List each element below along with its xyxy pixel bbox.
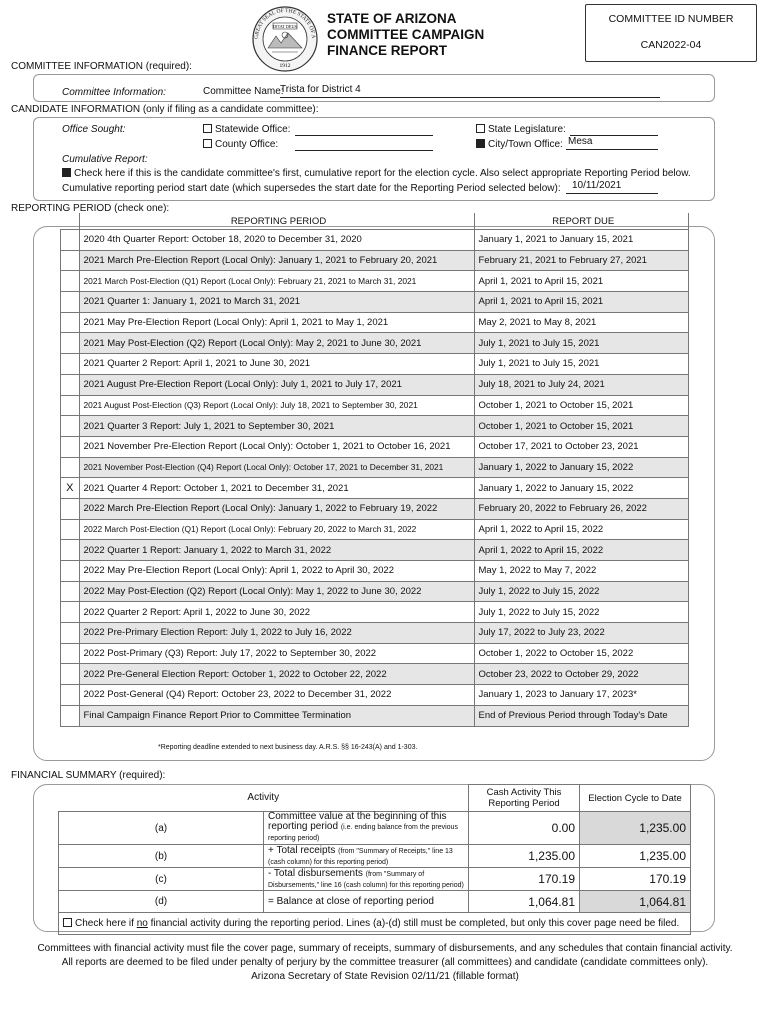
due-text: July 1, 2021 to July 15, 2021 bbox=[474, 333, 689, 354]
row-a-cycle: 1,235.00 bbox=[580, 812, 691, 845]
row-a-note: (i.e. ending balance from the previous reporting period) bbox=[268, 824, 458, 842]
period-text: 2022 May Post-Election (Q2) Report (Local Only): May 1, 2022 to June 30, 2022 bbox=[79, 581, 474, 602]
due-text: May 1, 2022 to May 7, 2022 bbox=[474, 561, 689, 582]
period-select-cell[interactable] bbox=[61, 436, 80, 457]
period-select-cell[interactable] bbox=[61, 561, 80, 582]
start-date-text: Cumulative reporting period start date (which supersedes the start date for the Reporting Period selected below): bbox=[62, 183, 561, 194]
city-checkbox[interactable] bbox=[476, 139, 485, 148]
county-checkbox[interactable] bbox=[203, 139, 212, 148]
period-text: 2021 Quarter 1: January 1, 2021 to March 31, 2021 bbox=[79, 292, 474, 313]
reporting-period-row bbox=[61, 250, 689, 271]
seal-top-text: GREAT SEAL OF THE STATE OF A bbox=[253, 7, 317, 40]
statewide-office-field[interactable] bbox=[295, 124, 433, 136]
financial-row-c bbox=[59, 868, 691, 891]
reporting-period-row bbox=[61, 540, 689, 561]
period-text: 2021 November Pre-Election Report (Local Only): October 1, 2021 to October 16, 2021 bbox=[79, 436, 474, 457]
city-label: City/Town Office: bbox=[488, 139, 563, 150]
footer-line-3: Arizona Secretary of State Revision 02/11/21 (fillable format) bbox=[251, 971, 519, 982]
due-text: July 1, 2021 to July 15, 2021 bbox=[474, 354, 689, 375]
committee-id-label: COMMITTEE ID NUMBER bbox=[608, 13, 734, 25]
row-c-text: - Total disbursements bbox=[268, 868, 363, 879]
reporting-period-row bbox=[61, 581, 689, 602]
financial-summary-table bbox=[58, 784, 691, 935]
row-a-text: Committee value at the beginning of this reporting period bbox=[268, 811, 447, 832]
reporting-period-table bbox=[60, 213, 689, 727]
period-select-cell[interactable] bbox=[61, 623, 80, 644]
reporting-period-row bbox=[61, 561, 689, 582]
title-line-3: FINANCE REPORT bbox=[327, 43, 448, 58]
cumulative-check-row[interactable] bbox=[62, 168, 702, 179]
county-office-field[interactable] bbox=[295, 139, 433, 151]
reporting-period-heading: REPORTING PERIOD (check one): bbox=[11, 203, 170, 214]
committee-id-field[interactable]: CAN2022-04 bbox=[640, 39, 702, 51]
committee-name-field[interactable] bbox=[280, 84, 660, 98]
reporting-period-row bbox=[61, 685, 689, 706]
row-b-cash[interactable]: 1,235.00 bbox=[469, 845, 580, 868]
period-select-cell[interactable] bbox=[61, 498, 80, 519]
county-label: County Office: bbox=[215, 139, 279, 150]
due-text: October 1, 2022 to October 15, 2022 bbox=[474, 643, 689, 664]
due-text: April 1, 2022 to April 15, 2022 bbox=[474, 519, 689, 540]
seal-motto: DITAT DEUS bbox=[273, 24, 297, 29]
due-text: February 20, 2022 to February 26, 2022 bbox=[474, 498, 689, 519]
city-value: Mesa bbox=[568, 136, 593, 147]
cumulative-text: Check here if this is the candidate committee's first, cumulative report for the election cycle. Also select appropriate Reporting Period below. bbox=[74, 168, 691, 179]
committee-id-box bbox=[585, 4, 757, 62]
period-text: 2022 Quarter 1 Report: January 1, 2022 to March 31, 2022 bbox=[79, 540, 474, 561]
reporting-header-row bbox=[61, 213, 689, 230]
row-c-note: (from "Summary of Disbursements," line 16 (cash column) for this reporting period) bbox=[268, 871, 464, 889]
due-text: April 1, 2021 to April 15, 2021 bbox=[474, 292, 689, 313]
period-text: 2021 May Post-Election (Q2) Report (Local Only): May 2, 2021 to June 30, 2021 bbox=[79, 333, 474, 354]
state-legislature-field[interactable] bbox=[570, 124, 658, 136]
start-date-value: 10/11/2021 bbox=[572, 180, 622, 191]
period-text: Final Campaign Finance Report Prior to Committee Termination bbox=[79, 705, 474, 726]
row-d-cycle: 1,064.81 bbox=[580, 891, 691, 913]
period-select-cell[interactable] bbox=[61, 312, 80, 333]
reporting-period-row bbox=[61, 354, 689, 375]
title-line-2: COMMITTEE CAMPAIGN bbox=[327, 27, 485, 42]
row-d-label: (d) bbox=[59, 891, 264, 913]
reporting-period-row bbox=[61, 374, 689, 395]
due-text: April 1, 2022 to April 15, 2022 bbox=[474, 540, 689, 561]
statewide-office-option[interactable] bbox=[203, 124, 290, 135]
due-text: January 1, 2023 to January 17, 2023* bbox=[474, 685, 689, 706]
period-text: 2022 Post-Primary (Q3) Report: July 17, 2022 to September 30, 2022 bbox=[79, 643, 474, 664]
reporting-period-row bbox=[61, 643, 689, 664]
period-text: 2021 Quarter 3 Report: July 1, 2021 to September 30, 2021 bbox=[79, 416, 474, 437]
period-column-header: REPORTING PERIOD bbox=[79, 213, 474, 230]
period-text: 2022 Post-General (Q4) Report: October 23, 2022 to December 31, 2022 bbox=[79, 685, 474, 706]
period-select-cell[interactable]: X bbox=[61, 478, 80, 499]
period-select-cell[interactable] bbox=[61, 354, 80, 375]
reporting-period-row bbox=[61, 623, 689, 644]
period-text: 2022 May Pre-Election Report (Local Only): April 1, 2022 to April 30, 2022 bbox=[79, 561, 474, 582]
period-text: 2022 Quarter 2 Report: April 1, 2022 to June 30, 2022 bbox=[79, 602, 474, 623]
row-b-label: (b) bbox=[59, 845, 264, 868]
due-column-header: REPORT DUE bbox=[474, 213, 689, 230]
committee-info-label: Committee Information: bbox=[62, 87, 166, 98]
no-activity-post: financial activity during the reporting period. Lines (a)-(d) still must be completed, but only this cover page need be filed. bbox=[147, 918, 680, 929]
due-text: October 1, 2021 to October 15, 2021 bbox=[474, 395, 689, 416]
row-b-cycle[interactable]: 1,235.00 bbox=[580, 845, 691, 868]
reporting-period-row bbox=[61, 333, 689, 354]
row-c-cycle[interactable]: 170.19 bbox=[580, 868, 691, 891]
due-text: February 21, 2021 to February 27, 2021 bbox=[474, 250, 689, 271]
statewide-label: Statewide Office: bbox=[215, 124, 291, 135]
no-activity-checkbox[interactable] bbox=[63, 918, 72, 927]
seal-year: 1912 bbox=[279, 63, 291, 69]
period-select-cell[interactable] bbox=[61, 685, 80, 706]
period-text: 2021 November Post-Election (Q4) Report (Local Only): October 17, 2021 to December 31, 2021 bbox=[79, 457, 474, 478]
city-office-option[interactable] bbox=[476, 139, 563, 150]
row-a-label: (a) bbox=[59, 812, 264, 845]
due-text: July 1, 2022 to July 15, 2022 bbox=[474, 581, 689, 602]
financial-row-b bbox=[59, 845, 691, 868]
due-text: April 1, 2021 to April 15, 2021 bbox=[474, 271, 689, 292]
state-legislature-checkbox[interactable] bbox=[476, 124, 485, 133]
period-text: 2021 Quarter 2 Report: April 1, 2021 to June 30, 2021 bbox=[79, 354, 474, 375]
period-text: 2021 Quarter 4 Report: October 1, 2021 to December 31, 2021 bbox=[79, 478, 474, 499]
period-text: 2021 August Post-Election (Q3) Report (Local Only): July 18, 2021 to September 30, 2021 bbox=[79, 395, 474, 416]
period-text: 2022 March Pre-Election Report (Local Only): January 1, 2022 to February 19, 2022 bbox=[79, 498, 474, 519]
period-text: 2021 March Pre-Election Report (Local Only): January 1, 2021 to February 20, 2021 bbox=[79, 250, 474, 271]
reporting-period-row bbox=[61, 519, 689, 540]
due-text: July 1, 2022 to July 15, 2022 bbox=[474, 602, 689, 623]
period-select-cell[interactable] bbox=[61, 602, 80, 623]
period-select-cell[interactable] bbox=[61, 705, 80, 726]
reporting-period-row bbox=[61, 457, 689, 478]
period-select-cell[interactable] bbox=[61, 416, 80, 437]
candidate-info-heading: CANDIDATE INFORMATION (only if filing as a candidate committee): bbox=[11, 104, 319, 115]
financial-row-a bbox=[59, 812, 691, 845]
county-office-option[interactable] bbox=[203, 139, 278, 150]
row-a-cash[interactable]: 0.00 bbox=[469, 812, 580, 845]
period-select-cell[interactable] bbox=[61, 581, 80, 602]
due-text: July 18, 2021 to July 24, 2021 bbox=[474, 374, 689, 395]
reporting-period-row bbox=[61, 271, 689, 292]
reporting-period-row bbox=[61, 292, 689, 313]
committee-name-value: Trista for District 4 bbox=[280, 84, 361, 95]
row-b-text: + Total receipts bbox=[268, 845, 336, 856]
reporting-period-row bbox=[61, 478, 689, 499]
financial-row-d bbox=[59, 891, 691, 913]
footer-line-1: Committees with financial activity must file the cover page, summary of receipts, summary of disbursements, and any schedules that contain financial activity. bbox=[37, 943, 733, 954]
row-d-cash[interactable]: 1,064.81 bbox=[469, 891, 580, 913]
period-select-cell[interactable] bbox=[61, 292, 80, 313]
period-text: 2020 4th Quarter Report: October 18, 2020 to December 31, 2020 bbox=[79, 230, 474, 251]
due-text: October 17, 2021 to October 23, 2021 bbox=[474, 436, 689, 457]
no-activity-no: no bbox=[136, 918, 148, 929]
period-select-cell[interactable] bbox=[61, 643, 80, 664]
period-select-cell[interactable] bbox=[61, 540, 80, 561]
reporting-period-row bbox=[61, 436, 689, 457]
reporting-period-row bbox=[61, 664, 689, 685]
cumulative-checkbox[interactable] bbox=[62, 168, 71, 177]
cumulative-report-label: Cumulative Report: bbox=[62, 154, 148, 165]
footer-line-2: All reports are deemed to be filed under penalty of perjury by the committee treasurer (all committees) and candidate (candidate committees only). bbox=[61, 957, 709, 968]
period-select-cell[interactable] bbox=[61, 333, 80, 354]
statewide-checkbox[interactable] bbox=[203, 124, 212, 133]
cycle-column-header: Election Cycle to Date bbox=[580, 785, 691, 812]
row-c-label: (c) bbox=[59, 868, 264, 891]
cash-column-header: Cash Activity This Reporting Period bbox=[469, 785, 580, 812]
period-text: 2021 March Post-Election (Q1) Report (Local Only): February 21, 2021 to March 31, 2021 bbox=[79, 271, 474, 292]
due-text: End of Previous Period through Today's Date bbox=[474, 705, 689, 726]
reporting-period-row bbox=[61, 230, 689, 251]
period-text: 2022 Pre-Primary Election Report: July 1, 2022 to July 16, 2022 bbox=[79, 623, 474, 644]
mark-header bbox=[61, 213, 80, 230]
city-office-field[interactable] bbox=[566, 136, 658, 150]
row-b-note: (from "Summary of Receipts," line 13 (cash column) for this reporting period) bbox=[268, 848, 453, 866]
period-text: 2022 Pre-General Election Report: October 1, 2022 to October 22, 2022 bbox=[79, 664, 474, 685]
due-text: July 17, 2022 to July 23, 2022 bbox=[474, 623, 689, 644]
period-select-cell[interactable] bbox=[61, 230, 80, 251]
period-select-cell[interactable] bbox=[61, 457, 80, 478]
no-activity-row bbox=[59, 913, 691, 935]
due-text: January 1, 2022 to January 15, 2022 bbox=[474, 478, 689, 499]
committee-info-heading: COMMITTEE INFORMATION (required): bbox=[11, 61, 192, 72]
arizona-state-seal bbox=[248, 6, 322, 72]
title-line-1: STATE OF ARIZONA bbox=[327, 11, 457, 26]
period-text: 2022 March Post-Election (Q1) Report (Local Only): February 20, 2022 to March 31, 2022 bbox=[79, 519, 474, 540]
office-sought-label: Office Sought: bbox=[62, 124, 126, 135]
period-select-cell[interactable] bbox=[61, 519, 80, 540]
period-select-cell[interactable] bbox=[61, 664, 80, 685]
committee-name-label: Committee Name: bbox=[203, 86, 284, 97]
state-legislature-label: State Legislature: bbox=[488, 124, 566, 135]
due-text: October 1, 2021 to October 15, 2021 bbox=[474, 416, 689, 437]
period-select-cell[interactable] bbox=[61, 271, 80, 292]
activity-column-header: Activity bbox=[59, 785, 469, 812]
due-text: October 23, 2022 to October 29, 2022 bbox=[474, 664, 689, 685]
due-text: January 1, 2022 to January 15, 2022 bbox=[474, 457, 689, 478]
period-select-cell[interactable] bbox=[61, 395, 80, 416]
reporting-period-row bbox=[61, 395, 689, 416]
period-select-cell[interactable] bbox=[61, 374, 80, 395]
reporting-period-row bbox=[61, 312, 689, 333]
due-text: May 2, 2021 to May 8, 2021 bbox=[474, 312, 689, 333]
period-select-cell[interactable] bbox=[61, 250, 80, 271]
page-title bbox=[327, 11, 484, 59]
reporting-period-row bbox=[61, 705, 689, 726]
reporting-period-row bbox=[61, 416, 689, 437]
state-legislature-option[interactable] bbox=[476, 124, 566, 135]
row-c-cash[interactable]: 170.19 bbox=[469, 868, 580, 891]
due-text: January 1, 2021 to January 15, 2021 bbox=[474, 230, 689, 251]
period-text: 2021 August Pre-Election Report (Local Only): July 1, 2021 to July 17, 2021 bbox=[79, 374, 474, 395]
reporting-period-row bbox=[61, 498, 689, 519]
financial-header-row bbox=[59, 785, 691, 812]
row-d-text: = Balance at close of reporting period bbox=[268, 896, 434, 907]
no-activity-pre: Check here if bbox=[75, 918, 137, 929]
financial-summary-heading: FINANCIAL SUMMARY (required): bbox=[11, 770, 166, 781]
period-text: 2021 May Pre-Election Report (Local Only): April 1, 2021 to May 1, 2021 bbox=[79, 312, 474, 333]
deadline-note: *Reporting deadline extended to next business day. A.R.S. §§ 16-243(A) and 1-303. bbox=[158, 744, 418, 751]
start-date-field[interactable] bbox=[566, 180, 658, 194]
no-activity-check[interactable] bbox=[59, 913, 691, 935]
reporting-period-row bbox=[61, 602, 689, 623]
